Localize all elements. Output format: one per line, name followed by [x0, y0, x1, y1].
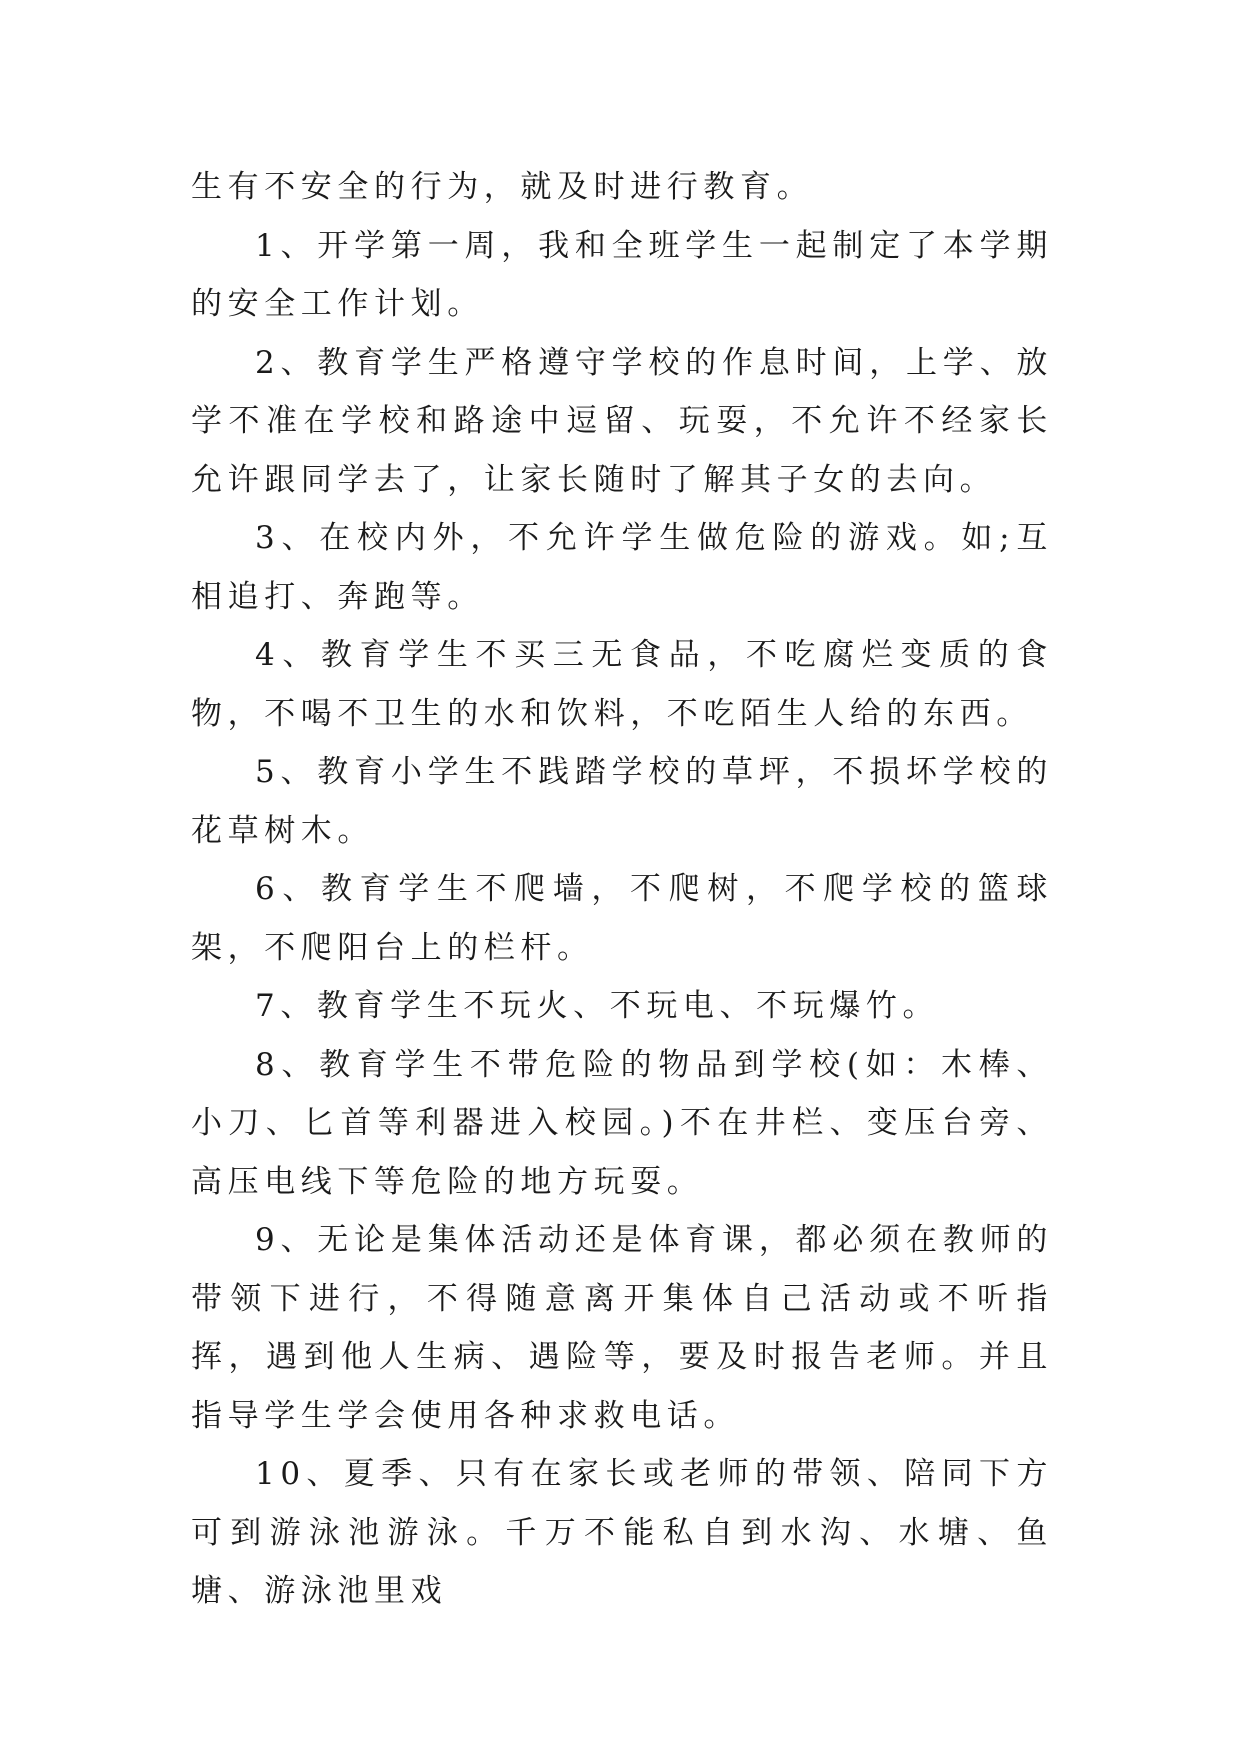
paragraph-item-9: 9、无论是集体活动还是体育课，都必须在教师的带领下进行，不得随意离开集体自己活动或不听指挥，遇到他人生病、遇险等，要及时报告老师。并且指导学生学会使用各种求救电话。 [191, 1222, 1053, 1434]
document-body [191, 158, 1053, 1621]
paragraph-continuation: 生有不安全的行为，就及时进行教育。 [191, 169, 814, 205]
paragraph-item-10: 10、夏季、只有在家长或老师的带领、陪同下方可到游泳池游泳。千万不能私自到水沟、水塘、鱼塘、游泳池里戏 [191, 1456, 1053, 1609]
paragraph-item-6: 6、教育学生不爬墙，不爬树，不爬学校的篮球架，不爬阳台上的栏杆。 [191, 871, 1053, 966]
paragraph-item-4: 4、教育学生不买三无食品，不吃腐烂变质的食物，不喝不卫生的水和饮料，不吃陌生人给的东西。 [191, 637, 1053, 732]
paragraph-item-5: 5、教育小学生不践踏学校的草坪，不损坏学校的花草树木。 [191, 754, 1053, 849]
paragraph-item-1: 1、开学第一周，我和全班学生一起制定了本学期的安全工作计划。 [191, 227, 1053, 322]
paragraph-item-3: 3、在校内外，不允许学生做危险的游戏。如;互相追打、奔跑等。 [191, 520, 1053, 615]
paragraph-item-7: 7、教育学生不玩火、不玩电、不玩爆竹。 [255, 988, 940, 1024]
paragraph-item-8: 8、教育学生不带危险的物品到学校(如：木棒、小刀、匕首等利器进入校园。)不在井栏、变压台旁、高压电线下等危险的地方玩耍。 [191, 1046, 1053, 1200]
paragraph-item-2: 2、教育学生严格遵守学校的作息时间，上学、放学不准在学校和路途中逗留、玩耍，不允许不经家长允许跟同学去了，让家长随时了解其子女的去向。 [191, 344, 1053, 498]
